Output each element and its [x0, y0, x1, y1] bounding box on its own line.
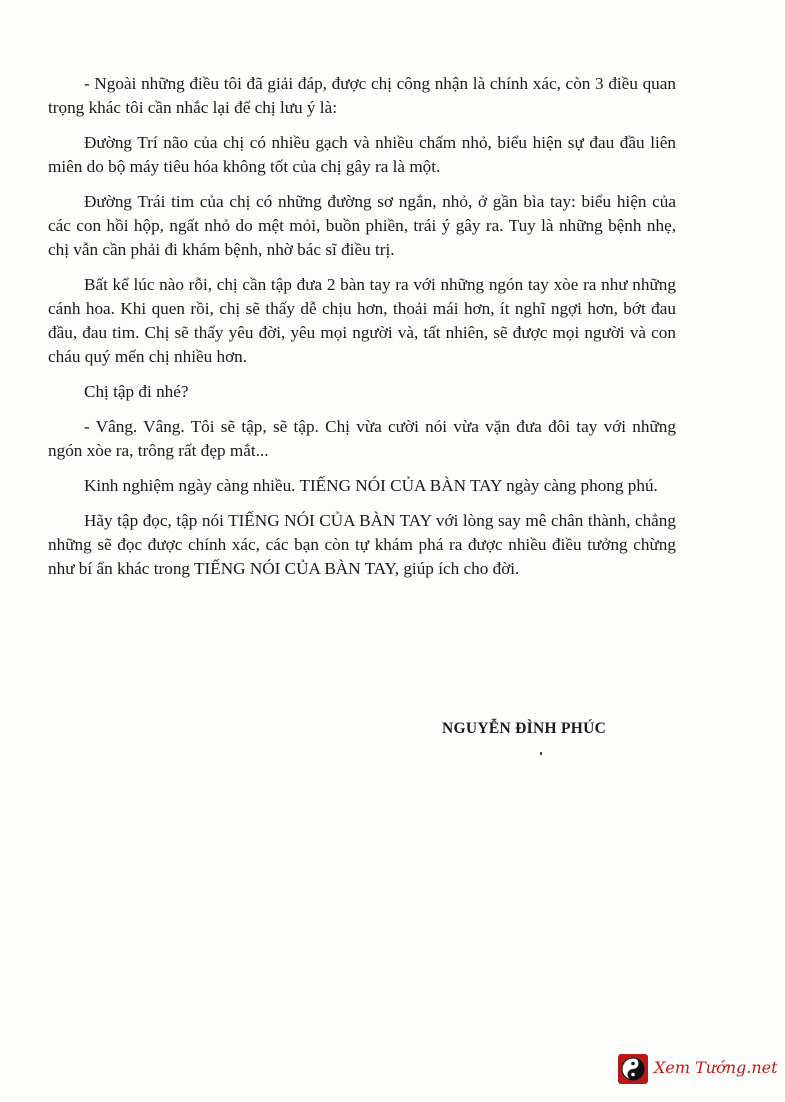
paragraph-hand-exercise: Bất kể lúc nào rỗi, chị cần tập đưa 2 bàn tay ra với những ngón tay xòe ra như những cánh hoa. Khi quen rồi, chị sẽ thấy dễ chịu hơn, thoải mái hơn, ít nghĩ ngợi hơn, bớt đau đầu, đau tim. Chị sẽ thấy yêu đời, yêu mọi người và, tất nhiên, sẽ được mọi người và con cháu quý mến chị nhiều hơn.: [48, 275, 676, 366]
paragraph-closing: Hãy tập đọc, tập nói TIẾNG NÓI CỦA BÀN TAY với lòng say mê chân thành, chẳng những sẽ đọc được chính xác, các bạn còn tự khám phá ra được nhiều điều tưởng chừng như bí ẩn khác trong TIẾNG NÓI CỦA BÀN TAY, giúp ích cho đời.: [48, 511, 676, 578]
paragraph-reply: - Vâng. Vâng. Tôi sẽ tập, sẽ tập. Chị vừa cười nói vừa vặn đưa đôi tay với những ngón xòe ra, trông rất đẹp mắt...: [48, 417, 676, 460]
scan-speck: [540, 752, 542, 755]
yin-yang-icon: [618, 1054, 648, 1084]
body-text: [48, 72, 676, 592]
paragraph-heart-line: Đường Trái tim của chị có những đường sơ ngắn, nhỏ, ở gần bìa tay: biểu hiện của các con hồi hộp, ngất nhỏ do mệt mỏi, buồn phiền, trái ý gây ra. Tuy là những bệnh nhẹ, chị vẫn cần phải đi khám bệnh, nhờ bác sĩ điều trị.: [48, 192, 676, 259]
watermark-text: Xem Tướng.net: [654, 1058, 778, 1077]
site-watermark: [616, 1052, 776, 1088]
paragraph-experience: Kinh nghiệm ngày càng nhiều. TIẾNG NÓI CỦA BÀN TAY ngày càng phong phú.: [84, 476, 658, 495]
author-signature: NGUYỄN ĐÌNH PHÚC: [442, 720, 607, 737]
paragraph-question: Chị tập đi nhé?: [84, 382, 189, 401]
paragraph-intro-answer: - Ngoài những điều tôi đã giải đáp, được chị công nhận là chính xác, còn 3 điều quan trọng khác tôi cần nhắc lại để chị lưu ý là:: [48, 74, 676, 117]
paragraph-brain-line: Đường Trí não của chị có nhiều gạch và nhiều chấm nhỏ, biểu hiện sự đau đầu liên miên do bộ máy tiêu hóa không tốt của chị gây ra là một.: [48, 133, 676, 176]
